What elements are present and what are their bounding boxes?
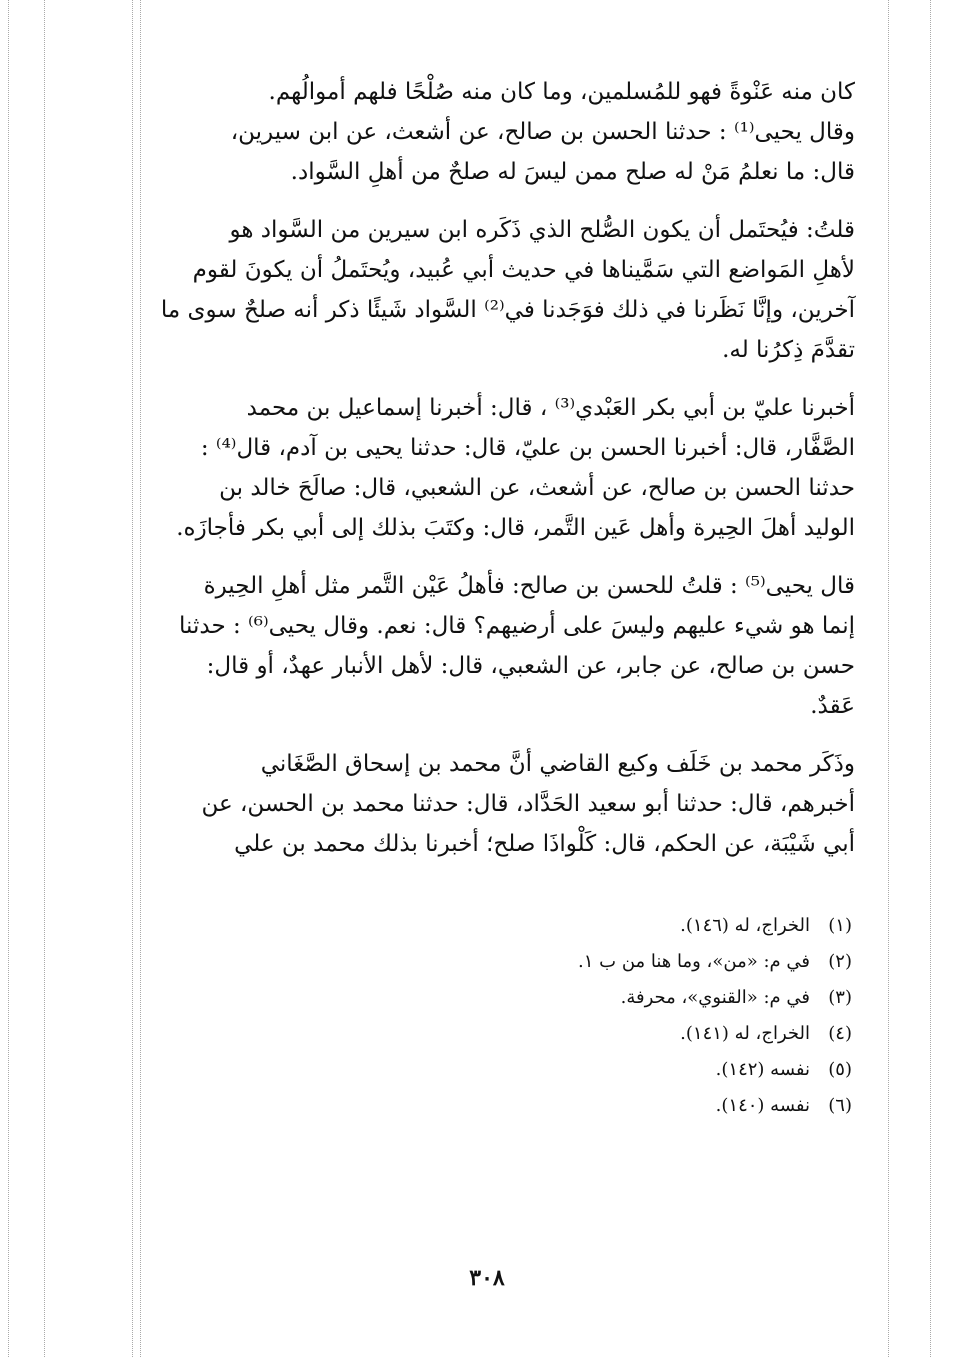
text-line: حسن بن صالح، عن جابر، عن الشعبي، قال: لأهل الأنبار عهدٌ، أو قال: xyxy=(206,653,855,679)
paragraph-gap xyxy=(145,370,855,388)
footnote-2 xyxy=(300,944,852,980)
text-line: أبي شَيْبَة، عن الحكم، قال: كَلْواذَا صلح؛ أخبرنا بذلك محمد بن علي xyxy=(234,831,855,857)
text-line: أخبرنا عليّ بن أبي بكر العَبْدي⁽³⁾ ، قال: أخبرنا إسماعيل بن محمد xyxy=(246,395,855,421)
paragraph-6 xyxy=(145,744,855,864)
paragraph-4 xyxy=(145,388,855,548)
scan-guide-line xyxy=(140,0,141,1357)
footnote-number: (٦) xyxy=(828,1095,852,1116)
footnote-1 xyxy=(300,908,852,944)
footnote-text: نفسه (١٤٠). xyxy=(715,1095,810,1116)
paragraph-3 xyxy=(145,210,855,370)
footnote-number: (٥) xyxy=(828,1059,852,1080)
paragraph-5 xyxy=(145,566,855,726)
scan-guide-line xyxy=(930,0,931,1357)
text-line: إنما هو شيء عليهم وليسَ على أرضيهم؟ قال: نعم. وقال يحيى⁽⁶⁾ : حدثنا xyxy=(179,613,855,639)
footnote-number: (٢) xyxy=(828,951,852,972)
text-line: وذَكَر محمد بن خَلَف وكيع القاضي أنَّ محمد بن إسحاق الصَّغَاني xyxy=(260,751,855,777)
footnote-text: في م: «القنوي»، محرفة. xyxy=(620,987,810,1008)
footnote-4 xyxy=(300,1016,852,1052)
footnote-text: نفسه (١٤٢). xyxy=(715,1059,810,1080)
text-line: الصَّفَّار، قال: أخبرنا الحسن بن عليّ، قال: حدثنا يحيى بن آدم، قال⁽⁴⁾ : xyxy=(200,435,855,461)
scan-guide-line xyxy=(132,0,133,1357)
paragraph-gap xyxy=(145,726,855,744)
footnote-number: (١) xyxy=(828,915,852,936)
text-line: قال يحيى⁽⁵⁾ : قلتُ للحسن بن صالح: فأهلُ عَيْن التَّمر مثل أهلِ الحِيرة xyxy=(203,573,855,599)
text-line: الوليد أهلَ الحِيرة وأهل عَين التَّمر، قال: وكتَبَ بذلك إلى أبي بكر فأجازَه. xyxy=(176,515,855,541)
paragraph-gap xyxy=(145,192,855,210)
footnote-3 xyxy=(300,980,852,1016)
text-line: أخبرهم، قال: حدثنا أبو سعيد الحَدَّاد، قال: حدثنا محمد بن الحسن، عن xyxy=(201,791,855,817)
footnote-number: (٤) xyxy=(828,1023,852,1044)
footnote-number: (٣) xyxy=(828,987,852,1008)
text-line: قال: ما نعلمُ مَنْ له صلح ممن ليسَ له صلحٌ من أهلِ السَّواد. xyxy=(290,159,855,185)
footnote-text: الخراج، له (١٤١). xyxy=(680,1023,810,1044)
scan-guide-line xyxy=(888,0,889,1357)
footnote-text: الخراج، له (١٤٦). xyxy=(680,915,810,936)
text-line: حدثنا الحسن بن صالح، عن أشعث، عن الشعبي، قال: صالَحَ خالد بن xyxy=(219,475,855,501)
text-line: عَقدٌ. xyxy=(810,693,855,719)
text-line: لأهلِ المَواضع التي سَمَّيناها في حديث أبي عُبيد، ويُحتَملُ أن يكونَ لقوم xyxy=(192,257,855,283)
footnotes xyxy=(300,908,852,1124)
text-line: آخرين، وإنَّا نَظَرنا في ذلك فوَجَدنا في⁽²⁾ السَّواد شَيئًا ذكر أنه صلحٌ سوى ما xyxy=(160,297,855,323)
scan-guide-line xyxy=(44,0,45,1357)
page-number: ٣٠٨ xyxy=(469,1265,505,1291)
paragraph-1 xyxy=(145,72,855,112)
text-line: قلتُ: فيُحتَمل أن يكون الصُّلح الذي ذَكَره ابن سيرين من السَّواد هو xyxy=(229,217,855,243)
text-line: تقدَّمَ ذِكرُنا له. xyxy=(722,337,855,363)
footnote-text: في م: «من»، وما هنا من ب ١. xyxy=(578,951,810,972)
paragraph-2 xyxy=(145,112,855,192)
scan-guide-line xyxy=(8,0,9,1357)
footnote-6 xyxy=(300,1088,852,1124)
text-line: كان منه عَنْوةً فهو للمُسلمين، وما كان منه صُلْحًا فلهم أموالُهم. xyxy=(268,79,855,105)
footnote-5 xyxy=(300,1052,852,1088)
main-text xyxy=(145,72,855,864)
paragraph-gap xyxy=(145,548,855,566)
text-line: وقال يحيى⁽¹⁾ : حدثنا الحسن بن صالح، عن أشعث، عن ابن سيرين، xyxy=(230,119,855,145)
